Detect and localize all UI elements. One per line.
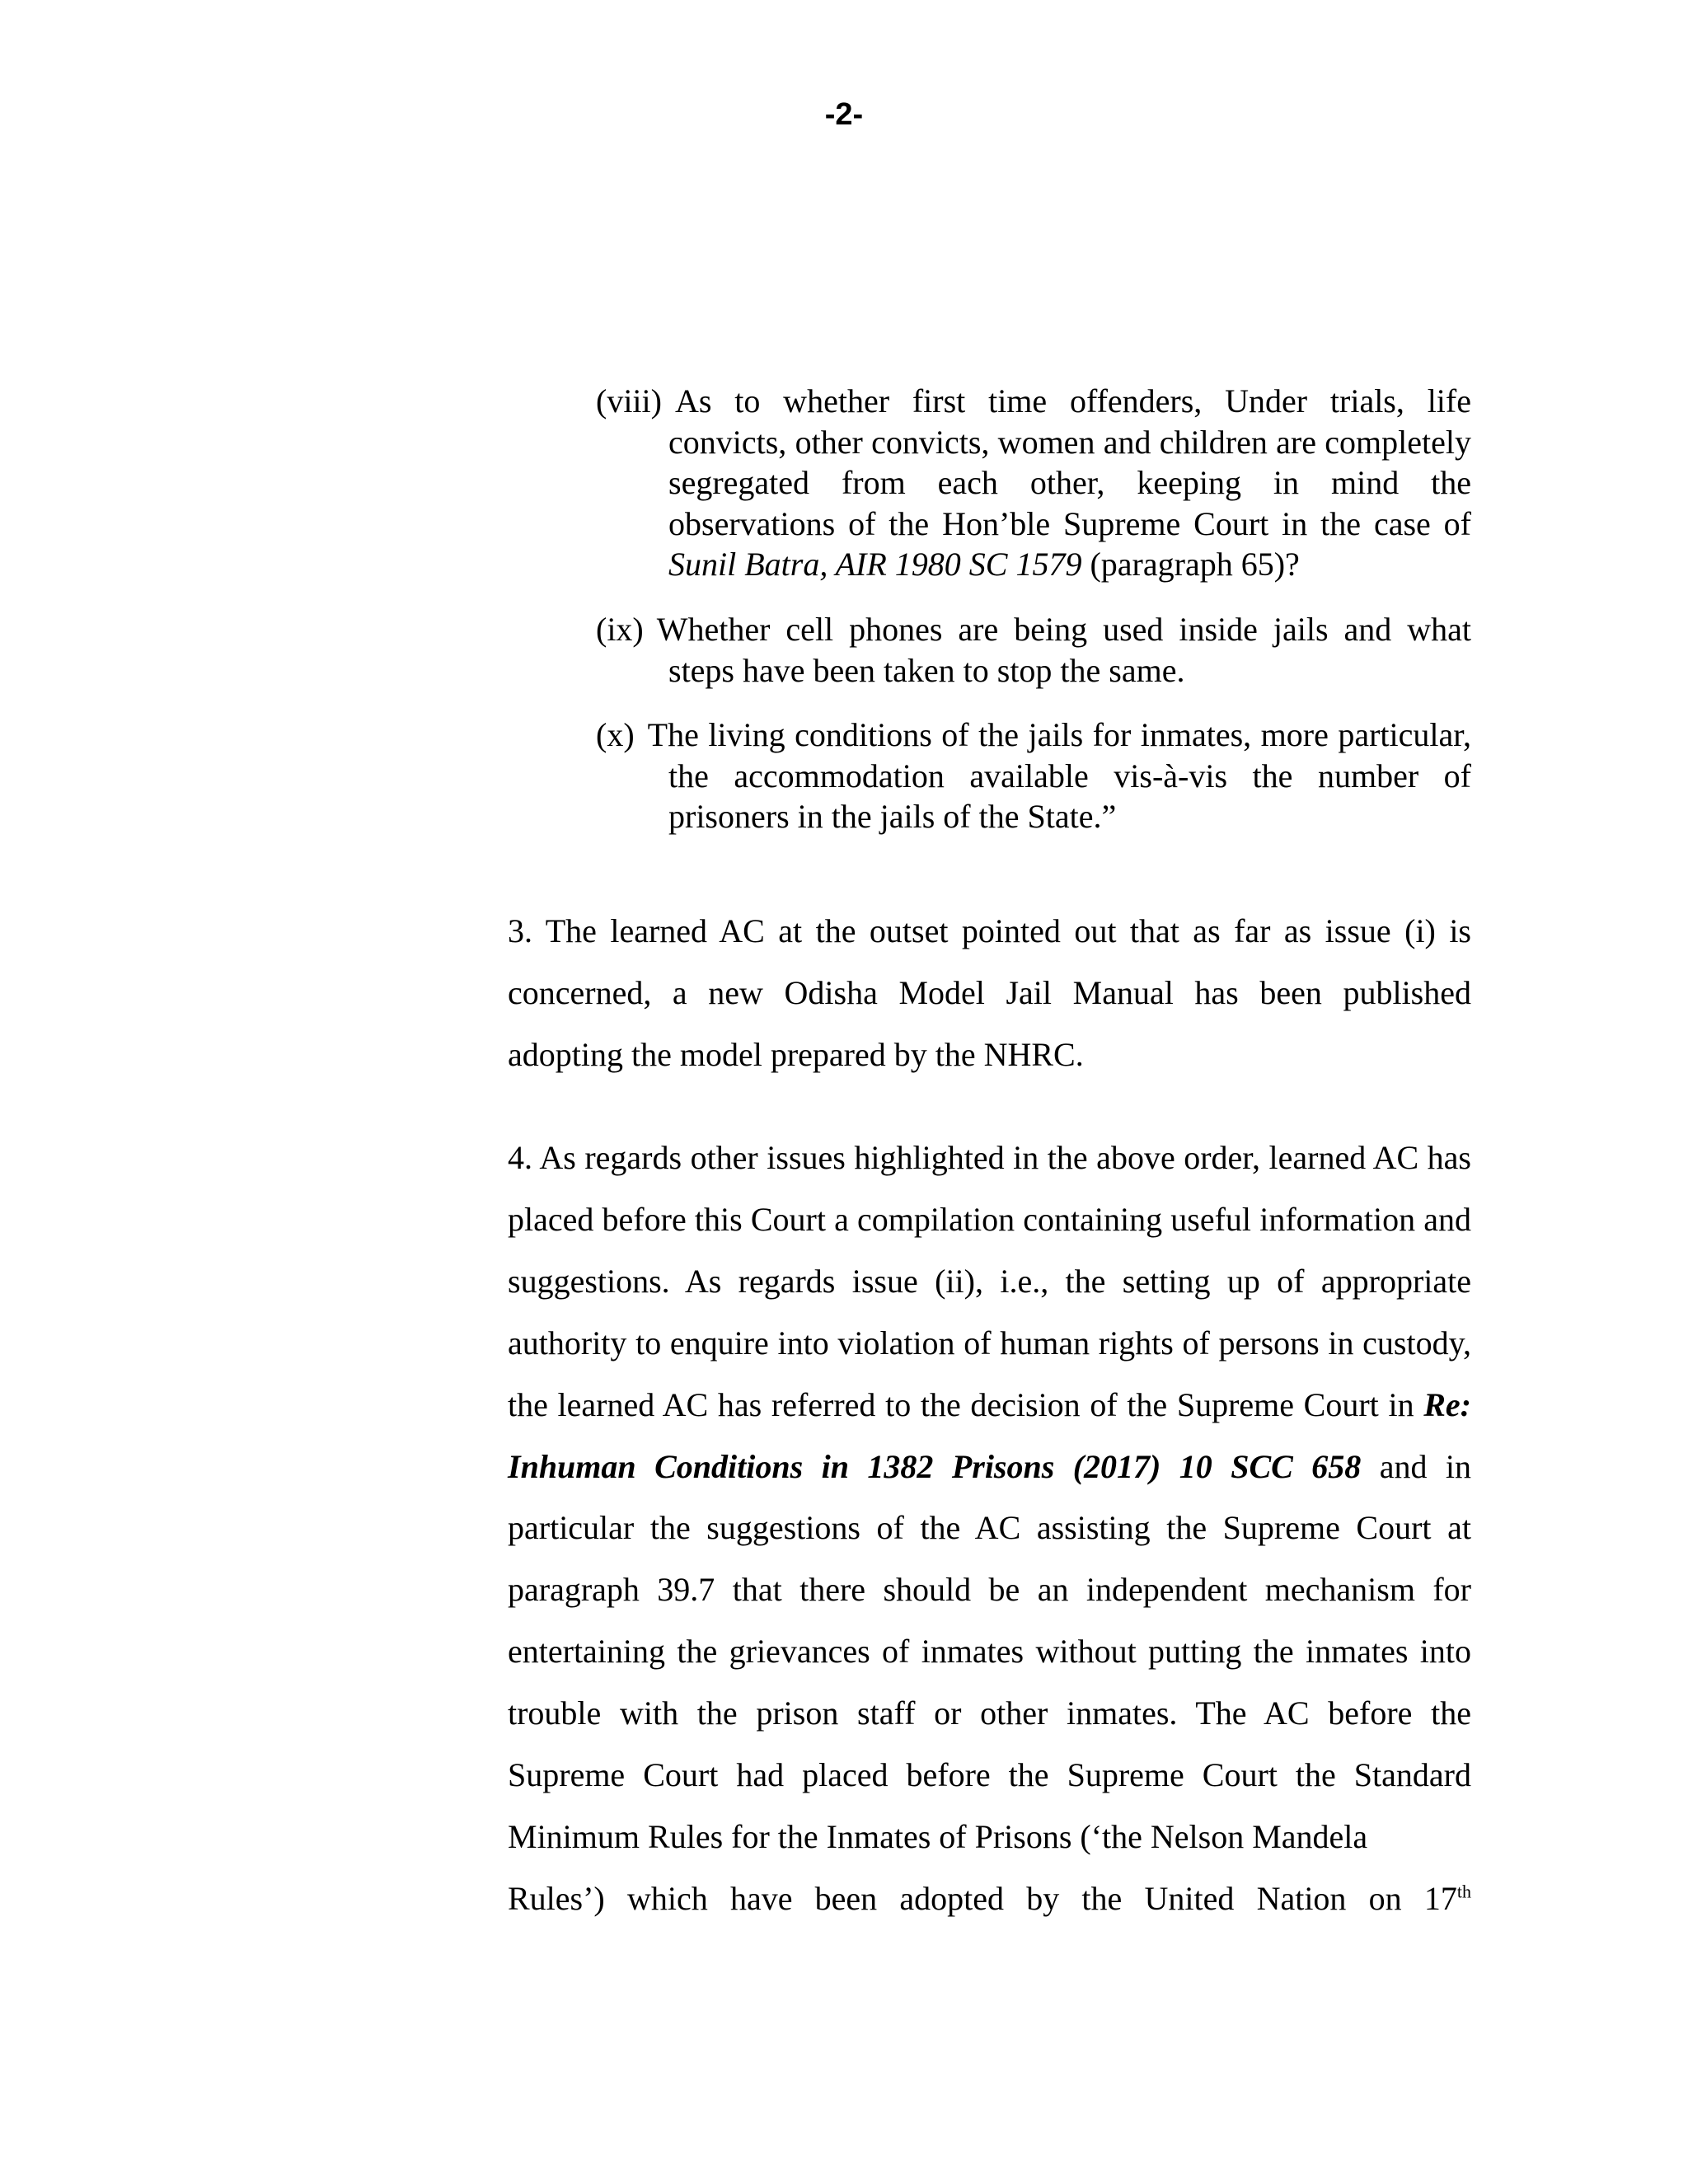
case-name-citation: Re: Inhuman Conditions in 1382 Prisons (2017) 10 SCC 658 xyxy=(508,1385,1471,1485)
paragraph-4 xyxy=(508,1127,1471,1930)
paragraph-4-text: 4. As regards other issues highlighted in the above order, learned AC has placed before this Court a compilation containing useful information and suggestions. As regards issue (ii), i.e., the setting up of appropriate authority to enquire into violation of human rights of persons in custody, the learned AC has referred to the decision of the Supreme Court in xyxy=(508,1139,1471,1423)
date-with-ordinal xyxy=(1424,1868,1471,1930)
quoted-item-x xyxy=(596,715,1471,837)
last-line-word: the xyxy=(1081,1879,1123,1917)
last-line-word: by xyxy=(1026,1879,1060,1917)
paragraph-4-body xyxy=(508,1127,1471,1868)
item-text: As to whether first time offenders, Under trials, life convicts, other convicts, women and children are completely segregated from each other, keeping in mind the observations of the Hon’ble Supreme Court in the case of xyxy=(668,382,1471,542)
quoted-issues-list xyxy=(596,381,1471,837)
case-citation: Sunil Batra, AIR 1980 SC 1579 xyxy=(668,546,1082,583)
paragraph-4-last-line xyxy=(508,1868,1471,1930)
last-line-word: on xyxy=(1368,1879,1402,1917)
item-text: Whether cell phones are being used inside jails and what steps have been taken to stop the same. xyxy=(656,610,1471,689)
item-numeral: (viii) xyxy=(596,382,662,419)
last-line-word: adopted xyxy=(899,1879,1004,1917)
paragraph-3: 3. The learned AC at the outset pointed out that as far as issue (i) is concerned, a new Odisha Model Jail Manual has been published adopting the model prepared by the NHRC. xyxy=(508,912,1471,1073)
paragraph-4-text-cont: and in particular the suggestions of the AC assisting the Supreme Court at paragraph 39.7 that there should be an independent mechanism for entertaining the grievances of inmates without putting the inmates into trouble with the prison staff or other inmates. The AC before the Supreme Court had placed before the Supreme Court the Standard Minimum Rules for the Inmates of Prisons (‘the Nelson Mandela xyxy=(508,1447,1471,1855)
last-line-word: Rules’) xyxy=(508,1879,605,1917)
ordinal-suffix: th xyxy=(1456,1881,1471,1902)
item-numeral: (ix) xyxy=(596,610,644,648)
last-line-word: Nation xyxy=(1256,1879,1347,1917)
page-number: -2- xyxy=(824,97,864,132)
last-line-word: which xyxy=(626,1879,708,1917)
last-line-word: have xyxy=(729,1879,793,1917)
quoted-item-ix xyxy=(596,609,1471,691)
last-line-word: been xyxy=(814,1879,878,1917)
last-line-word: United xyxy=(1144,1879,1235,1917)
quoted-item-viii xyxy=(596,381,1471,585)
item-text-end: (paragraph 65)? xyxy=(1081,546,1300,583)
item-text: The living conditions of the jails for inmates, more particular, the accommodation available vis-à-vis the number of prisoners in the jails of the State.” xyxy=(647,716,1471,836)
date-number: 17 xyxy=(1423,1879,1457,1917)
item-numeral: (x) xyxy=(596,716,635,754)
